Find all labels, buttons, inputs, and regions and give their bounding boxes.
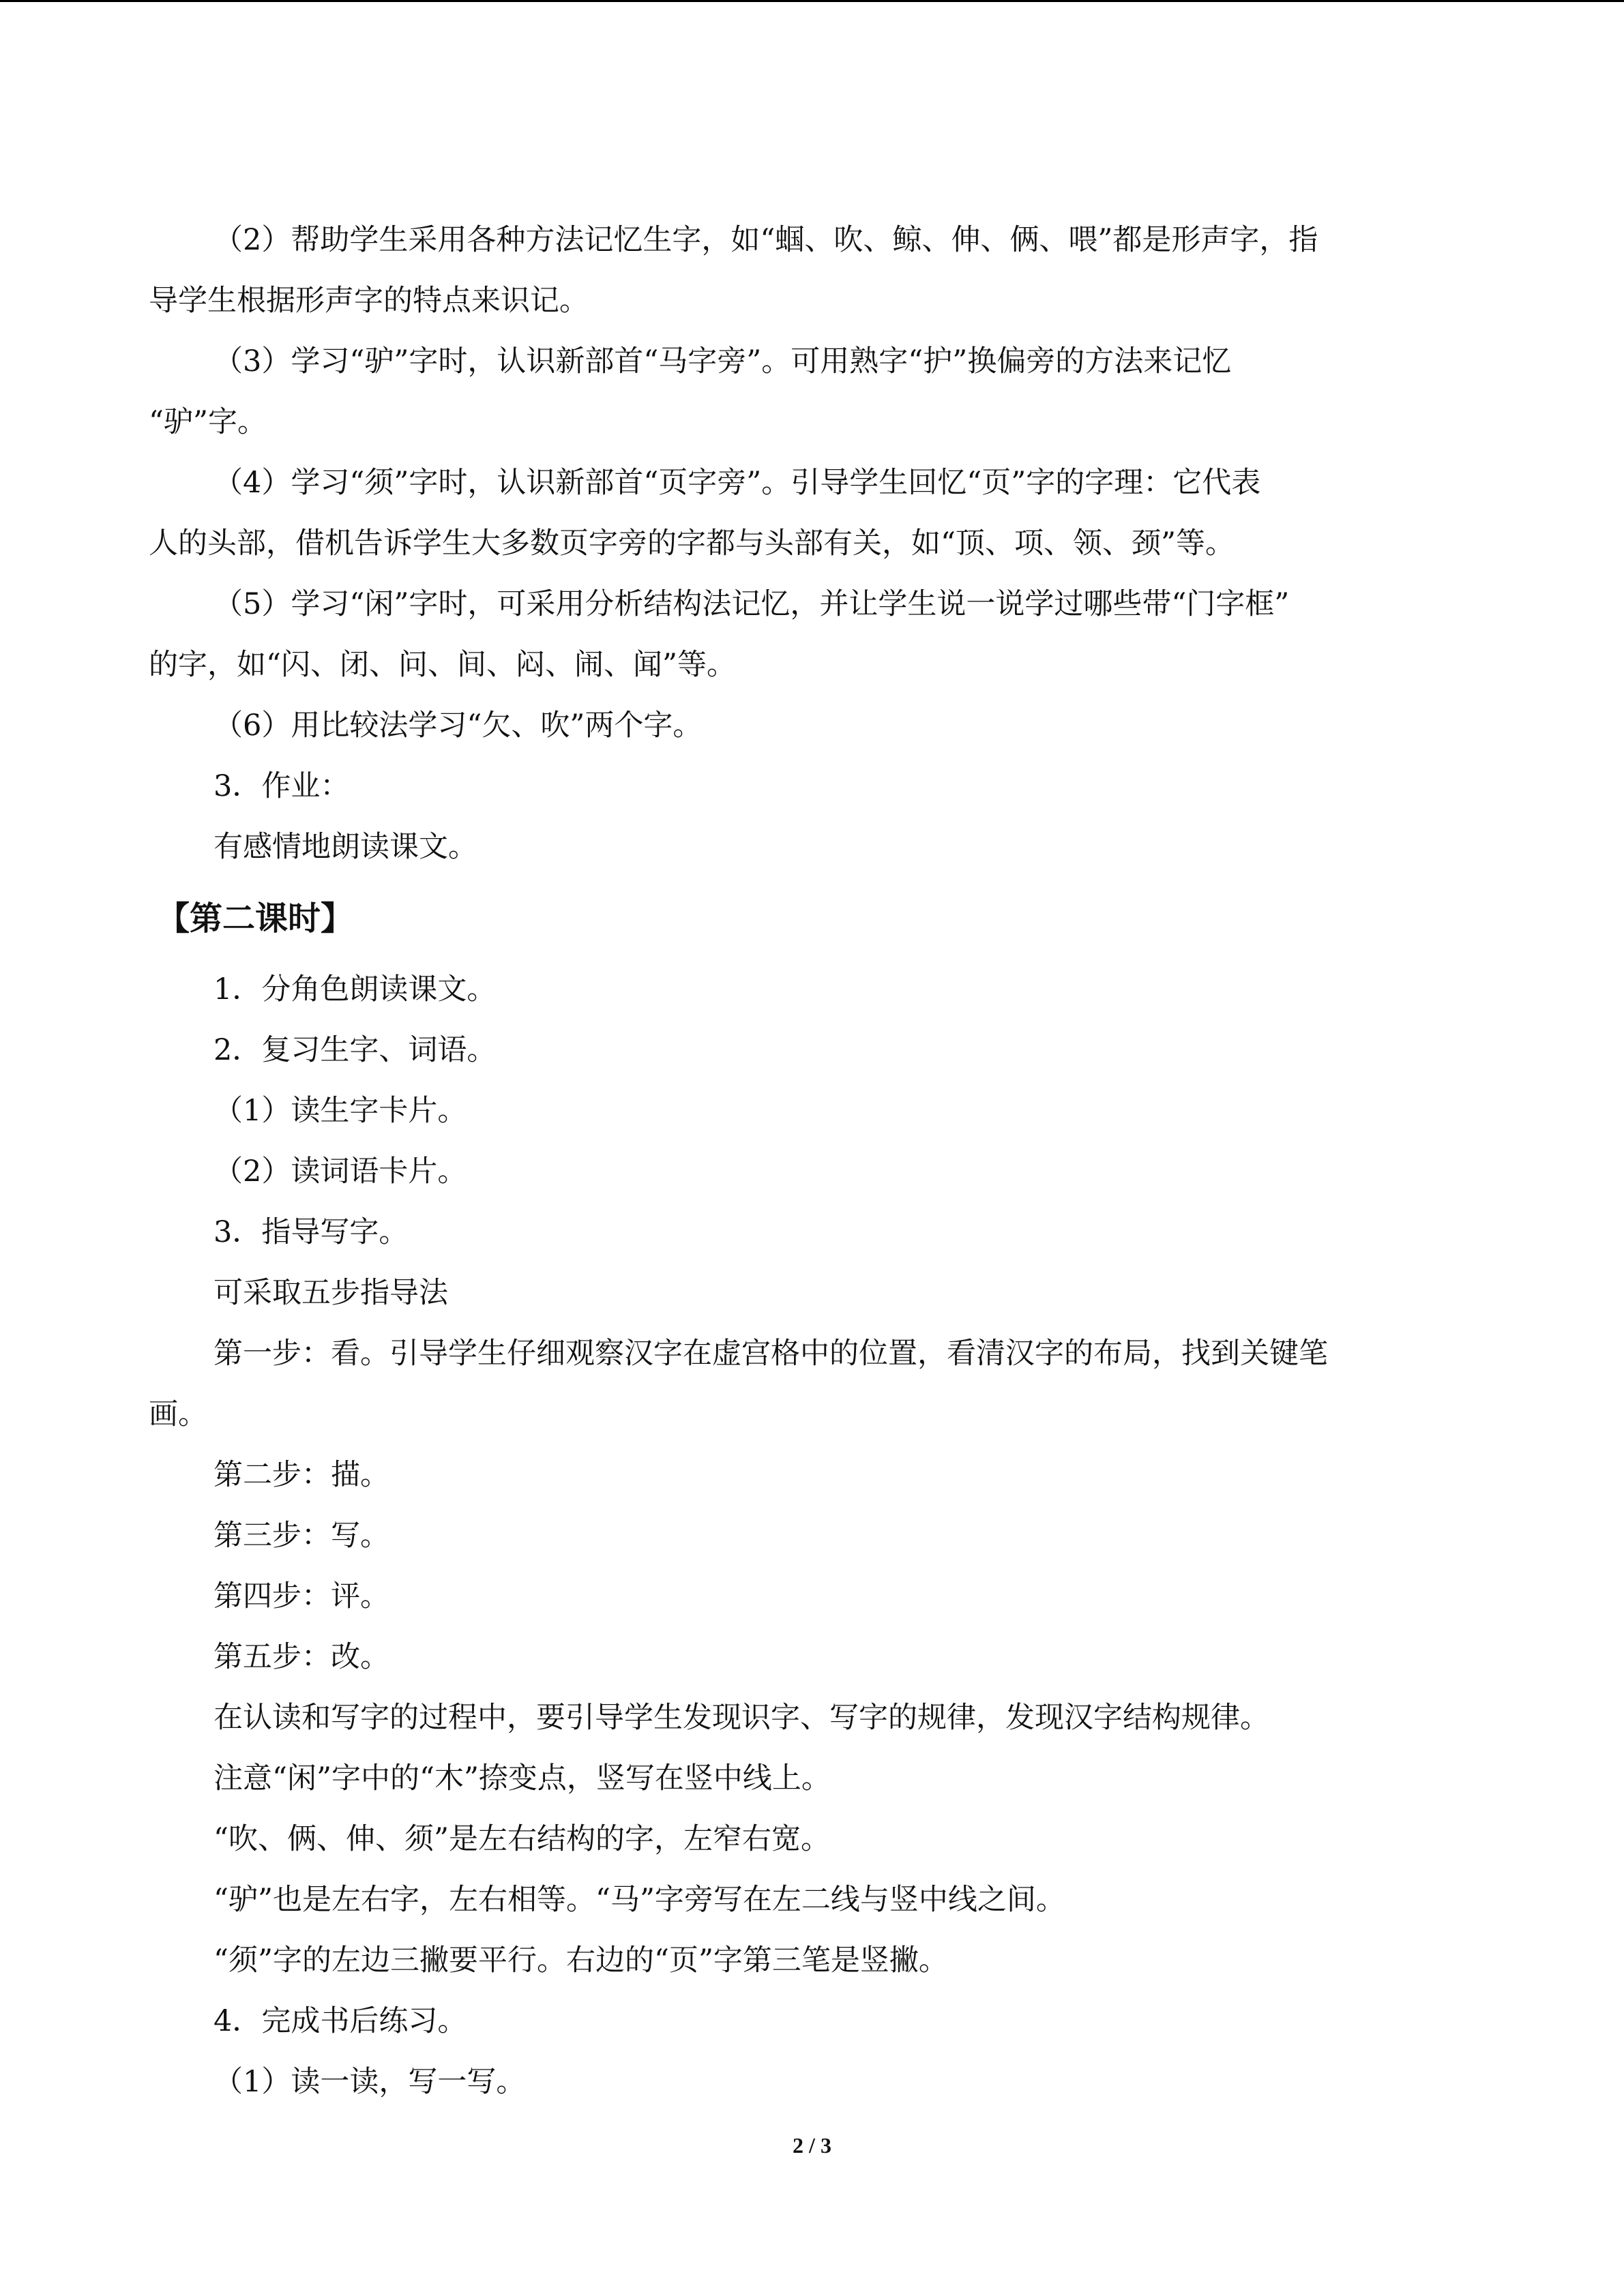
paragraph-line: 2．复习生字、词语。 [213, 1033, 497, 1067]
document-body [149, 210, 1475, 2113]
paragraph-line: （3）学习“驴”字时，认识新部首“马字旁”。可用熟字“护”换偏旁的方法来记忆 [213, 344, 1232, 378]
paragraph-line: 注意“闲”字中的“木”捺变点，竖写在竖中线上。 [213, 1761, 831, 1795]
paragraph-line: 可采取五步指导法 [213, 1276, 448, 1310]
paragraph-line: 的字，如“闪、闭、问、间、闷、闹、闻”等。 [149, 648, 736, 682]
paragraph-line: 第五步：改。 [213, 1640, 389, 1674]
paragraph-line: 导学生根据形声字的特点来识记。 [149, 284, 589, 318]
paragraph-line: 3．作业： [213, 769, 350, 803]
page-number: 2 / 3 [793, 2133, 831, 2158]
paragraph-line: “驴”也是左右字，左右相等。“马”字旁写在左二线与竖中线之间。 [213, 1883, 1065, 1917]
paragraph-line: 第四步：评。 [213, 1579, 389, 1613]
paragraph-line: （2）读词语卡片。 [213, 1154, 467, 1189]
paragraph-line: 第二步：描。 [213, 1458, 389, 1492]
paragraph-line: 3．指导写字。 [213, 1215, 409, 1249]
paragraph-line: 画。 [149, 1397, 207, 1431]
paragraph-line: “吹、俩、伸、须”是左右结构的字，左窄右宽。 [213, 1822, 830, 1856]
paragraph-line: （2）帮助学生采用各种方法记忆生字，如“蝈、吹、鲸、伸、俩、喂”都是形声字，指 [213, 223, 1318, 257]
paragraph-line: （4）学习“须”字时，认识新部首“页字旁”。引导学生回忆“页”字的字理：它代表 [213, 466, 1261, 500]
page-top-border [0, 0, 1624, 2]
section-heading: 【第二课时】 [157, 899, 354, 938]
paragraph-line: “须”字的左边三撇要平行。右边的“页”字第三笔是竖撇。 [213, 1943, 948, 1978]
paragraph-line: 1．分角色朗读课文。 [213, 972, 497, 1007]
paragraph-line: （1）读生字卡片。 [213, 1094, 467, 1128]
paragraph-line: 第三步：写。 [213, 1519, 389, 1553]
paragraph-line: 4．完成书后练习。 [213, 2004, 467, 2038]
paragraph-line: 第一步：看。引导学生仔细观察汉字在虚宫格中的位置，看清汉字的布局，找到关键笔 [213, 1337, 1328, 1371]
paragraph-line: （1）读一读，写一写。 [213, 2065, 526, 2099]
paragraph-line: 人的头部，借机告诉学生大多数页字旁的字都与头部有关，如“顶、项、领、颈”等。 [149, 526, 1235, 561]
paragraph-line: “驴”字。 [149, 405, 267, 439]
paragraph-line: （5）学习“闲”字时，可采用分析结构法记忆，并让学生说一说学过哪些带“门字框” [213, 587, 1290, 621]
paragraph-line: （6）用比较法学习“欠、吹”两个字。 [213, 709, 703, 743]
paragraph-line: 有感情地朗读课文。 [213, 830, 477, 864]
paragraph-line: 在认读和写字的过程中，要引导学生发现识字、写字的规律，发现汉字结构规律。 [213, 1701, 1269, 1735]
